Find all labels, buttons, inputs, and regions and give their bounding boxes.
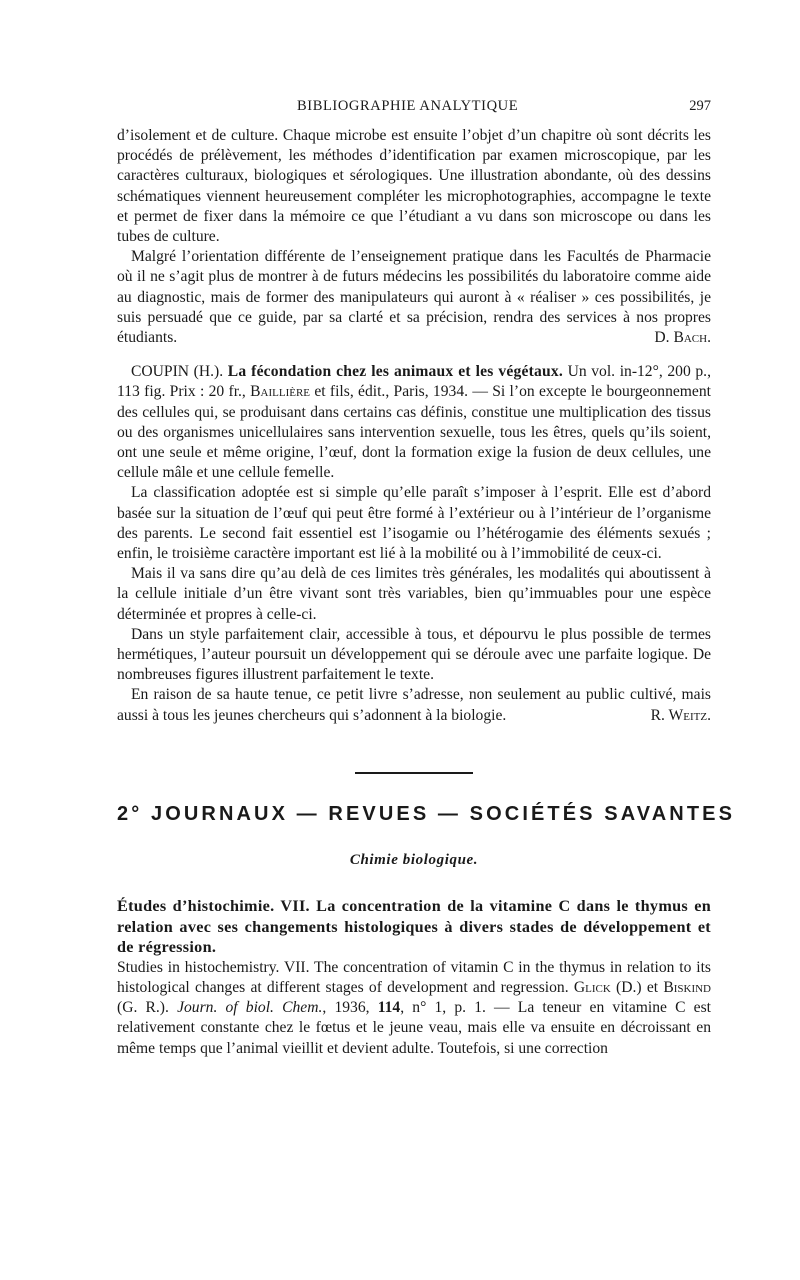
review-paragraph-4: Dans un style parfaitement clair, accessible à tous, et dépourvu le plus possible de termes hermétiques, l’auteur poursuit un développement qui se déroule avec une parfaite logique. De nombreuses figures illustrent parfaitement le texte. xyxy=(117,625,711,684)
running-title: BIBLIOGRAPHIE ANALYTIQUE xyxy=(297,98,519,114)
page-header xyxy=(117,96,711,118)
article-issue: , n° 1, p. 1. xyxy=(400,999,486,1017)
review-details-2: et fils, édit., Paris, 1934. xyxy=(310,383,469,401)
review-signature: R. Weitz. xyxy=(650,706,711,724)
review-paragraph-3: Mais il va sans dire qu’au delà de ces limites très générales, les modalités qui aboutissent à la cellule initiale d’un être vivant sont très variables, bien qu’immuables pour une espèce déterminée et propres à celle-ci. xyxy=(117,565,711,623)
article-year: , 1936, xyxy=(322,999,378,1017)
prev-review-paragraph-2 xyxy=(117,247,711,348)
section-title: 2° JOURNAUX — REVUES — SOCIÉTÉS SAVANTES xyxy=(117,802,736,825)
article-author-1: Glick xyxy=(573,979,611,996)
article-title: Études d’histochimie. VII. La concentration de la vitamine C dans le thymus en relation avec ses changements histologiques à divers stades de développement et de régression. xyxy=(117,897,711,957)
article-journal: Journ. of biol. Chem. xyxy=(177,999,323,1017)
page-number: 297 xyxy=(689,98,711,114)
article-english-title: Studies in histochemistry. VII. The concentration of vitamin C in the thymus in relation to its histological changes at different stages of development and regression. xyxy=(117,958,711,996)
article-author-2: Biskind xyxy=(663,979,711,996)
prev-review-signature: D. Bach. xyxy=(654,329,711,347)
review-heading xyxy=(117,362,711,483)
prev-review-paragraph-1: d’isolement et de culture. Chaque microbe est ensuite l’objet d’un chapitre où sont décrits les procédés de prélèvement, les méthodes d’identification par examen microscopique, par les caractères culturaux, biologiques et sérologiques. Une illustration abondante, où des dessins schématiques viennent heureusement compléter les microphotographies, accompagne le texte et permet de fixer dans la mémoire ce que l’étudiant a vu dans son microscope ou dans les tubes de culture. xyxy=(117,127,711,246)
article-body xyxy=(117,958,711,1059)
section-divider xyxy=(355,772,473,774)
article-text: — La teneur en vitamine C est relativement constante chez le fœtus et le jeune veau, mais elle va ensuite en décroissant en même temps que l’animal vieillit et devient adulte. Toutefois, si une correction xyxy=(117,999,712,1057)
article-author-2-initials: (G. R.). xyxy=(117,999,178,1017)
article-volume: 114 xyxy=(377,999,401,1017)
prev-review-paragraph-2-text: Malgré l’orientation différente de l’enseignement pratique dans les Facultés de Pharmacie où il ne s’agit plus de montrer à de futurs médecins les possibilités du laboratoire comme aide au diagnostic, mais de former des manipulateurs qui auront à « réaliser » ces possibilités, je suis persuadé que ce guide, par sa clarté et sa précision, rendra des services à nos propres étudiants. xyxy=(117,248,711,347)
subsection-title: Chimie biologique. xyxy=(349,852,479,869)
review-paragraph-1: — Si l’on excepte le bourgeonnement des cellules qui, se produisant dans certains cas définis, constitue une multiplication des tissus ou des organismes unicellulaires sans intervention sexuelle, tous les êtres, quels qu’ils soient, ont une seule et même origine, l’œuf, dont la formation exige la fusion de deux cellules, une cellule mâle et une cellule femelle. xyxy=(117,383,711,482)
review-paragraph-5 xyxy=(117,685,711,725)
review-details-1: Un vol. in-12°, 200 p., 113 fig. Prix : 20 fr., xyxy=(117,363,711,401)
article-author-1-initials: (D.) et xyxy=(610,979,664,996)
review-book-title: La fécondation chez les animaux et les végétaux. xyxy=(227,363,563,381)
document-page xyxy=(117,96,736,1059)
review-author: COUPIN (H.). xyxy=(131,363,224,381)
review-publisher: Baillière xyxy=(250,383,311,401)
review-paragraph-5-text: En raison de sa haute tenue, ce petit livre s’adresse, non seulement au public cultivé, mais aussi à tous les jeunes chercheurs qui s’adonnent à la biologie. xyxy=(117,686,711,724)
review-paragraph-2: La classification adoptée est si simple qu’elle paraît s’imposer à l’esprit. Elle est d’abord basée sur la situation de l’œuf qui peut être formé à l’extérieur ou à l’intérieur de l’organisme des parents. Le second fait essentiel est l’isogamie ou l’hétérogamie des éléments sexués ; enfin, le troisième caractère important est lié à la mobilité ou à l’immobilité de ceux-ci. xyxy=(117,484,711,563)
